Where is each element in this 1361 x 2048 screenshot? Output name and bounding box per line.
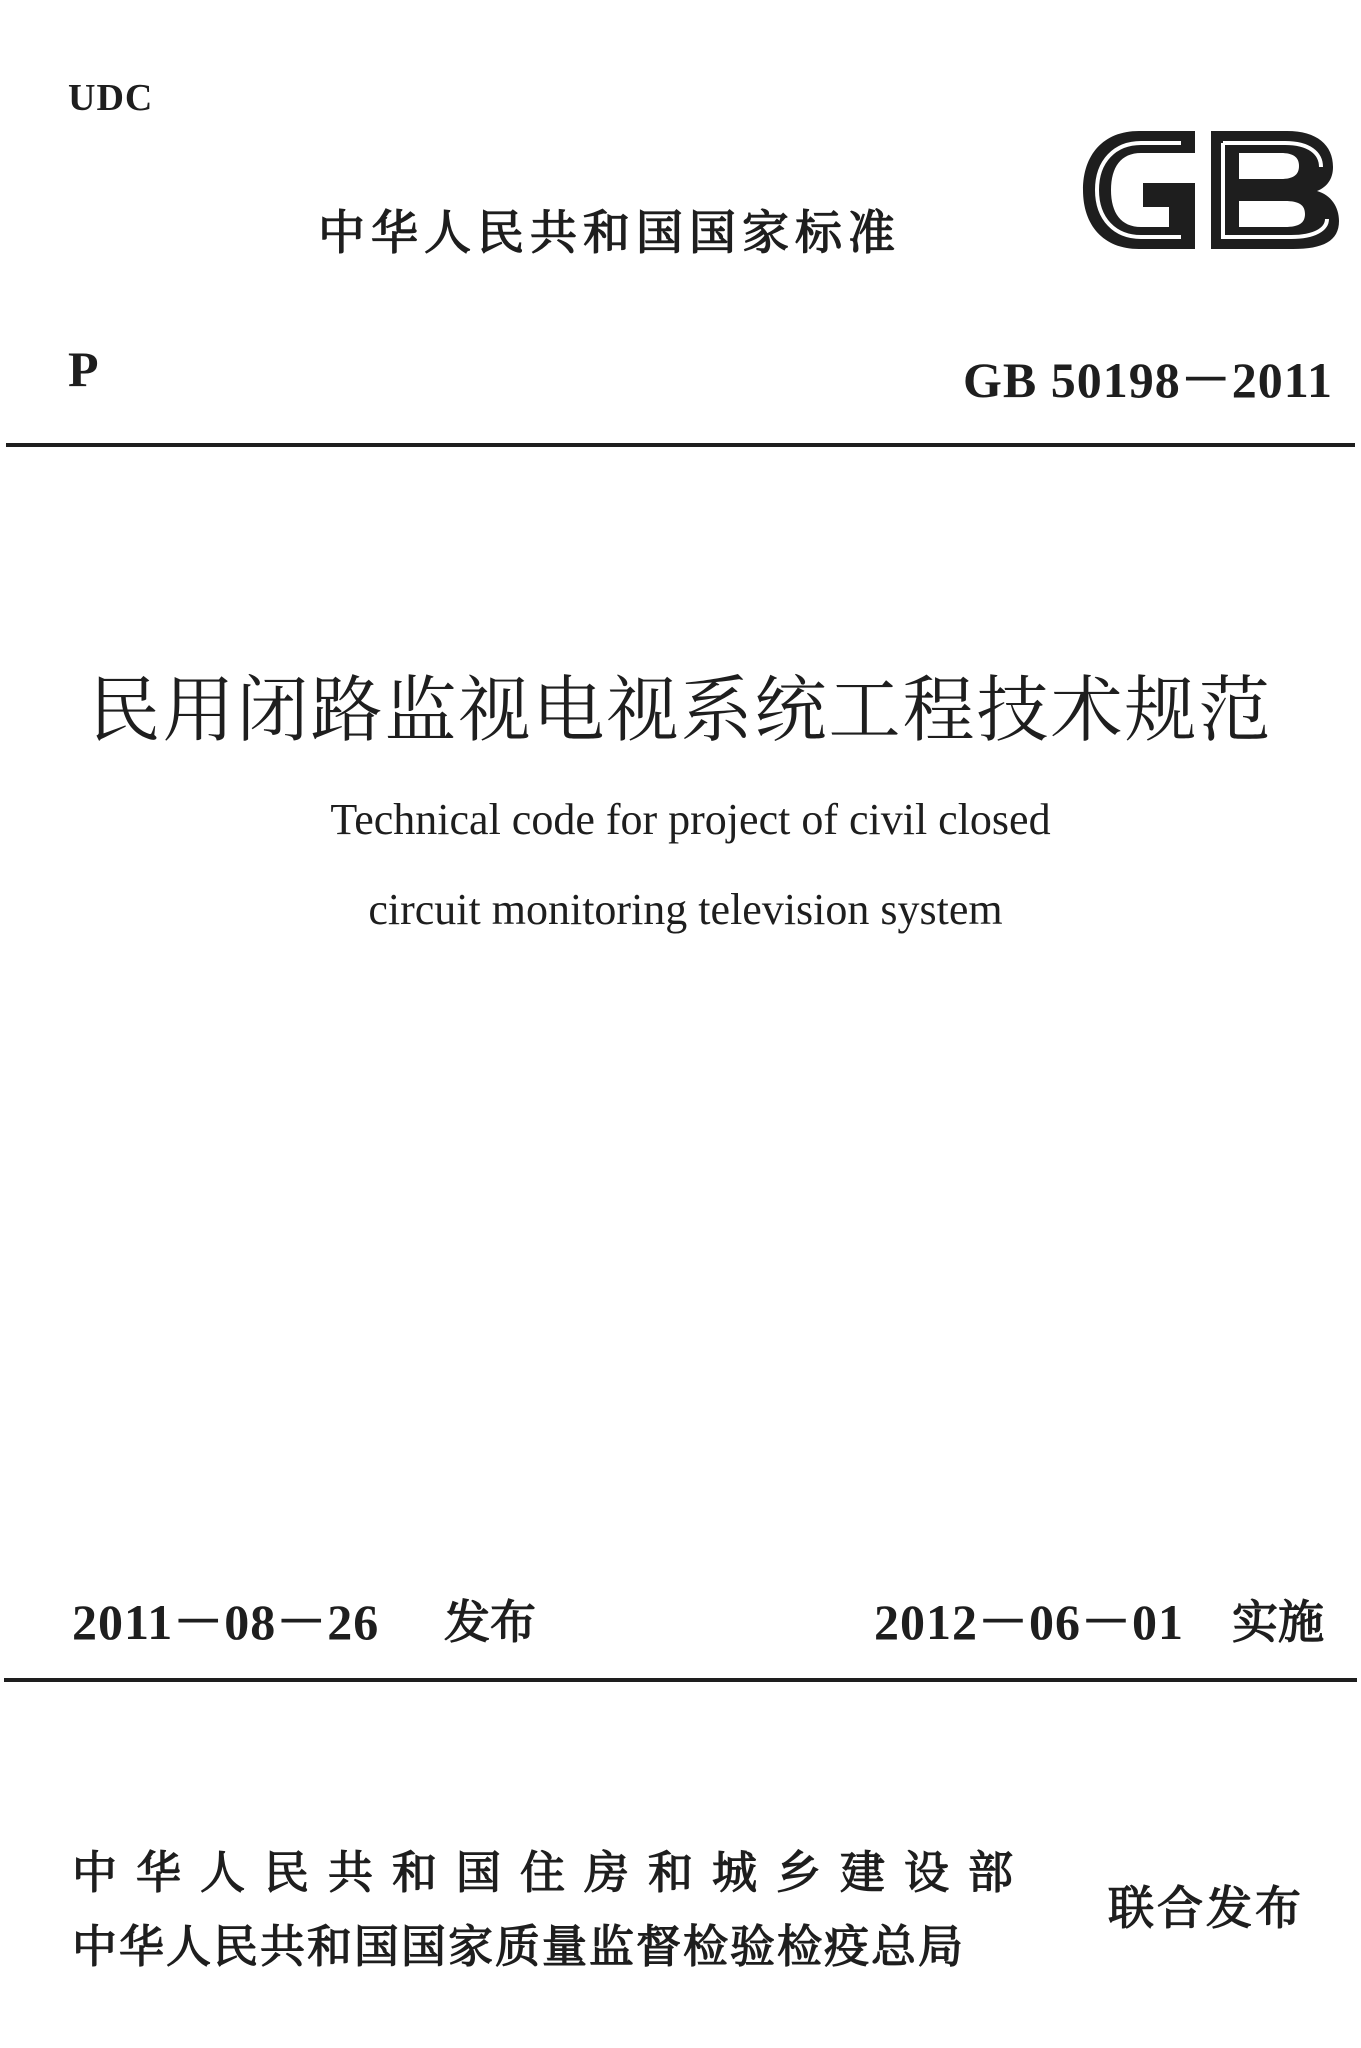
issuer-ministry: 中华人民共和国住房和城乡建设部 <box>72 1846 1033 1899</box>
bottom-divider <box>4 1678 1357 1682</box>
issuer-aqsiq: 中华人民共和国国家质量监督检验检疫总局 <box>72 1920 966 1973</box>
issue-date: 2011－08－26 <box>72 1594 380 1650</box>
gb-logo <box>1077 123 1343 257</box>
classification-code: P <box>68 341 99 397</box>
udc-label: UDC <box>68 77 154 119</box>
implementation-date: 2012－06－01 <box>874 1594 1184 1650</box>
standard-number: GB 50198－2011 <box>963 352 1333 408</box>
implementation-label: 实施 <box>1232 1595 1324 1649</box>
title-english-line-1: Technical code for project of civil closed <box>330 795 1051 844</box>
issue-label: 发布 <box>444 1595 536 1649</box>
national-standard-heading: 中华人民共和国国家标准 <box>318 206 901 261</box>
title-english-line-2: circuit monitoring television system <box>368 885 1003 934</box>
joint-issue-label: 联合发布 <box>1108 1881 1304 1935</box>
title-chinese: 民用闭路监视电视系统工程技术规范 <box>88 668 1273 752</box>
top-divider <box>6 443 1355 447</box>
logo-text: GB <box>1077 123 1079 124</box>
